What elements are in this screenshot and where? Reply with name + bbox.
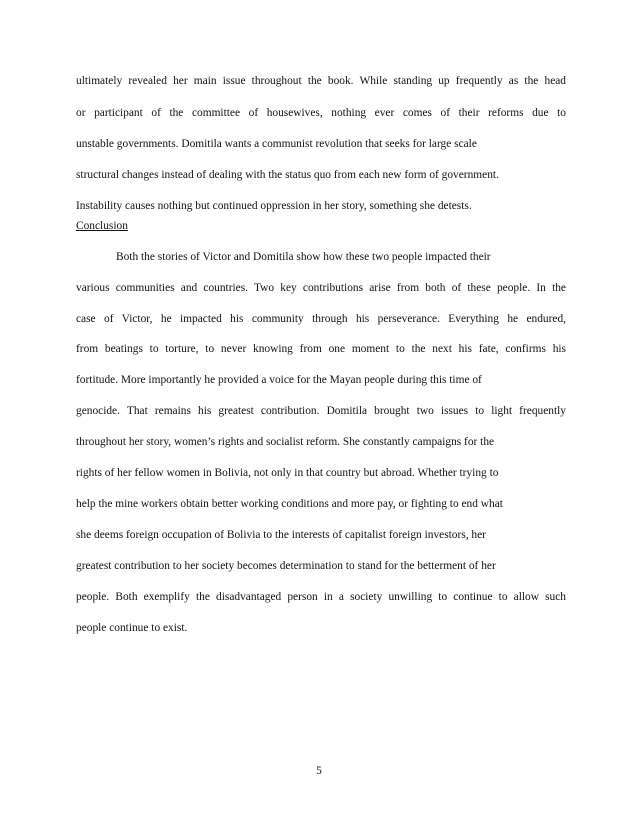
text-line: Instability causes nothing but continued oppression in her story, something she detests. (76, 200, 472, 212)
text-line: or participant of the committee of housewives, nothing ever comes of their reforms due to (76, 107, 566, 119)
text-line: people. Both exemplify the disadvantaged person in a society unwilling to continue to allow such (76, 591, 566, 603)
text-line: fortitude. More importantly he provided a voice for the Mayan people during this time of (76, 374, 482, 386)
text-line: genocide. That remains his greatest contribution. Domitila brought two issues to light frequently (76, 405, 566, 417)
text-line: Both the stories of Victor and Domitila show how these two people impacted their (116, 251, 491, 263)
text-line: she deems foreign occupation of Bolivia to the interests of capitalist foreign investors, her (76, 529, 486, 541)
text-line: greatest contribution to her society becomes determination to stand for the betterment of her (76, 560, 496, 572)
text-line: rights of her fellow women in Bolivia, not only in that country but abroad. Whether trying to (76, 467, 499, 479)
page-number: 5 (316, 765, 322, 777)
text-line: ultimately revealed her main issue throughout the book. While standing up frequently as the head (76, 75, 566, 87)
text-line: various communities and countries. Two key contributions arise from both of these people. In the (76, 282, 566, 294)
text-line: from beatings to torture, to never knowing from one moment to the next his fate, confirms his (76, 343, 566, 355)
text-line: unstable governments. Domitila wants a communist revolution that seeks for large scale (76, 138, 477, 150)
text-line: people continue to exist. (76, 622, 188, 634)
text-line: case of Victor, he impacted his community through his perseverance. Everything he endured, (76, 313, 566, 325)
text-line: throughout her story, women’s rights and socialist reform. She constantly campaigns for the (76, 436, 495, 448)
text-line: structural changes instead of dealing with the status quo from each new form of government. (76, 169, 499, 181)
text-line: help the mine workers obtain better working conditions and more pay, or fighting to end what (76, 498, 503, 510)
section-heading: Conclusion (76, 220, 128, 232)
